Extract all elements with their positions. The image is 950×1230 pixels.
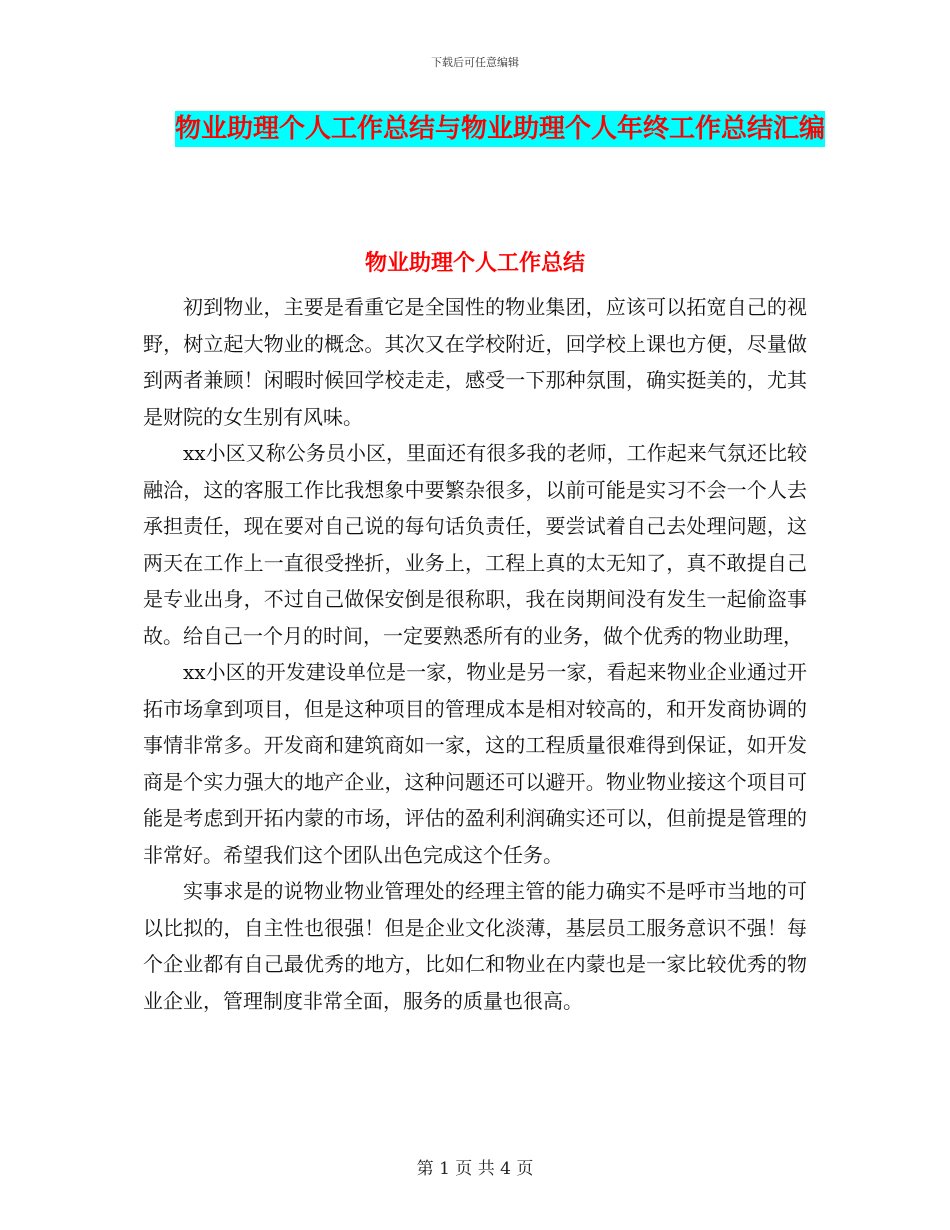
paragraph: 初到物业，主要是看重它是全国性的物业集团，应该可以拓宽自己的视野，树立起大物业的概念。其次又在学校附近，回学校上课也方便，尽量做到两者兼顾！闲暇时候回学校走走，感受一下那种氛围，确实挺美的，尤其是财院的女生别有风味。 (143, 295, 807, 429)
header-note: 下载后可任意编辑 (431, 56, 519, 69)
page-footer: 第 1 页 共 4 页 (416, 1159, 534, 1179)
paragraph: xx小区的开发建设单位是一家，物业是另一家，看起来物业企业通过开拓市场拿到项目，但是这种项目的管理成本是相对较高的，和开发商协调的事情非常多。开发商和建筑商如一家，这的工程质量很难得到保证，如开发商是个实力强大的地产企业，这种问题还可以避开。物业物业接这个项目可能是考虑到开拓内蒙的市场，评估的盈利利润确实还可以，但前提是管理的非常好。希望我们这个团队出色完成这个任务。 (143, 660, 807, 867)
document-title-text: 物业助理个人工作总结与物业助理个人年终工作总结汇编 (175, 111, 825, 147)
paragraph: 实事求是的说物业物业管理处的经理主管的能力确实不是呼市当地的可以比拟的，自主性也很强！但是企业文化淡薄，基层员工服务意识不强！每个企业都有自己最优秀的地方，比如仁和物业在内蒙也是一家比较优秀的物业企业，管理制度非常全面，服务的质量也很高。 (143, 879, 807, 1013)
paragraph: xx小区又称公务员小区，里面还有很多我的老师，工作起来气氛还比较融洽，这的客服工作比我想象中要繁杂很多，以前可能是实习不会一个人去承担责任，现在要对自己说的每句话负责任，要尝试着自己去处理问题，这两天在工作上一直很受挫折，业务上，工程上真的太无知了，真不敢提自己是专业出身，不过自己做保安倒是很称职，我在岗期间没有发生一起偷盗事故。给自己一个月的时间，一定要熟悉所有的业务，做个优秀的物业助理， (143, 441, 807, 648)
section-title: 物业助理个人工作总结 (364, 251, 585, 276)
document-title (150, 104, 850, 154)
document-body (143, 289, 807, 1019)
